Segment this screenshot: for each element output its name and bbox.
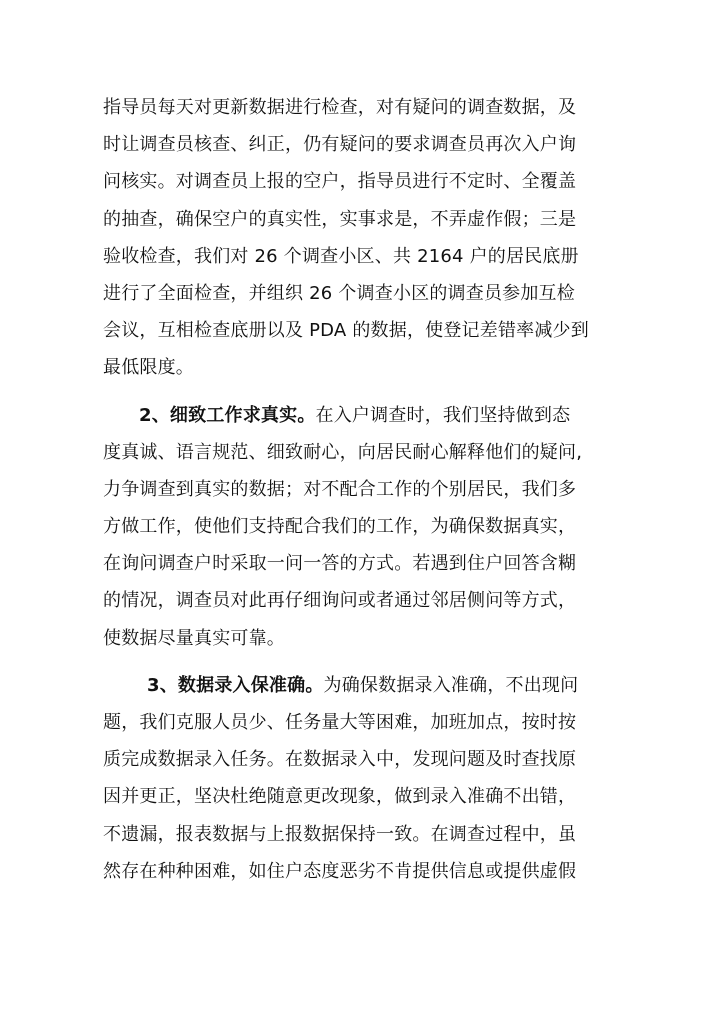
text-line: 指导员每天对更新数据进行检查，对有疑问的调查数据，及 bbox=[103, 97, 577, 118]
text-run: 为确保数据录入准确，不出现问 bbox=[323, 674, 579, 696]
text-line: 度真诚、语言规范、细致耐心，向居民耐心解释他们的疑问, bbox=[103, 441, 583, 463]
paragraph-spacer bbox=[103, 387, 623, 397]
text-line: 的抽查，确保空户的真实性，实事求是，不弄虚作假；三是 bbox=[103, 208, 577, 230]
text-line: 验收检查，我们对 26 个调查小区、共 2164 户的居民底册 bbox=[103, 245, 579, 267]
text-line: 题，我们克服人员少、任务量大等困难，加班加点，按时按 bbox=[103, 712, 577, 733]
text-line: 问核实。对调查员上报的空户，指导员进行不定时、全覆盖 bbox=[103, 171, 577, 193]
text-line: 最低限度。 bbox=[103, 357, 194, 379]
text-line: 不遗漏，报表数据与上报数据保持一致。在调查过程中，虽 bbox=[103, 823, 577, 845]
text-line: 然存在种种困难，如住户态度恶劣不肯提供信息或提供虚假 bbox=[103, 860, 577, 882]
text-line: 质完成数据录入任务。在数据录入中，发现问题及时查找原 bbox=[103, 749, 577, 771]
text-line-first bbox=[103, 397, 623, 434]
paragraph-3 bbox=[103, 667, 623, 890]
paragraph-2 bbox=[103, 397, 623, 657]
text-line: 力争调查到真实的数据；对不配合工作的个别居民，我们多 bbox=[103, 478, 577, 500]
text-line: 方做工作，使他们支持配合我们的工作，为确保数据真实， bbox=[103, 516, 577, 538]
paragraph-spacer bbox=[103, 657, 623, 667]
text-line: 进行了全面检查，并组织 26 个调查小区的调查员参加互检 bbox=[103, 282, 575, 304]
text-line: 会议，互相检查底册以及 PDA 的数据，使登记差错率减少到 bbox=[103, 320, 589, 342]
paragraph-1 bbox=[103, 89, 623, 387]
text-line: 使数据尽量真实可靠。 bbox=[103, 627, 285, 649]
section-heading: 2、细致工作求真实。 bbox=[139, 404, 316, 426]
text-run: 在入户调查时，我们坚持做到态 bbox=[315, 404, 571, 426]
text-line: 的情况，调查员对此再仔细询问或者通过邻居侧问等方式， bbox=[103, 590, 577, 612]
text-line: 因并更正，坚决杜绝随意更改现象，做到录入准确不出错， bbox=[103, 786, 577, 808]
section-heading: 3、数据录入保准确。 bbox=[147, 674, 324, 696]
text-line: 时让调查员核查、纠正，仍有疑问的要求调查员再次入户询 bbox=[103, 134, 577, 156]
document-page bbox=[103, 89, 623, 890]
text-line: 在询问调查户时采取一问一答的方式。若遇到住户回答含糊 bbox=[103, 553, 577, 575]
text-line-first bbox=[103, 667, 623, 704]
